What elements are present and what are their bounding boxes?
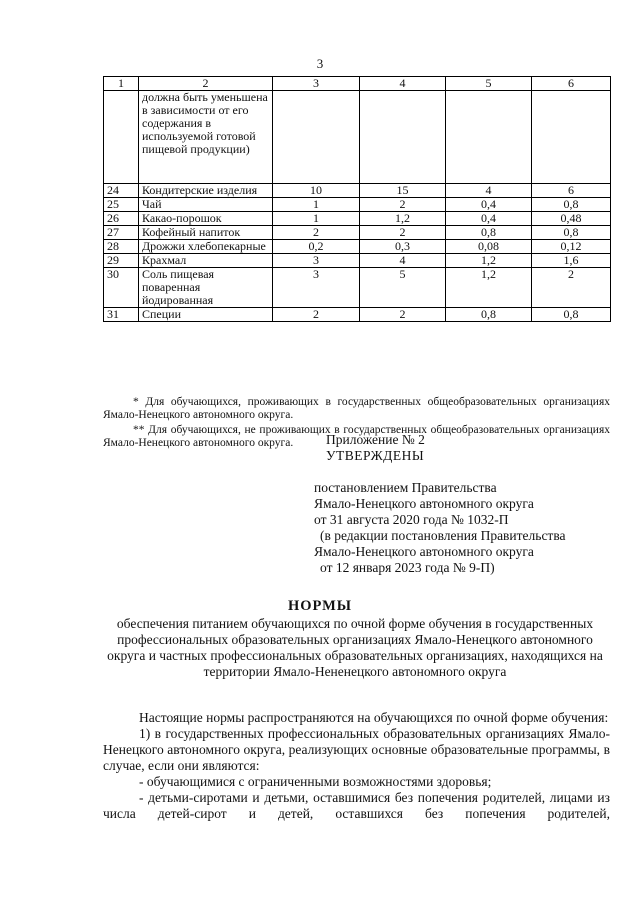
row-number: 31 <box>104 308 139 322</box>
product-name: Кондитерские изделия <box>139 184 273 198</box>
table-row <box>104 184 611 198</box>
row-number: 26 <box>104 212 139 226</box>
row-number: 30 <box>104 268 139 308</box>
footnote-1: * Для обучающихся, проживающих в государственных общеобразовательных организациях Ямало-Ненецкого автономного округа. <box>103 396 610 421</box>
value-cell: 0,8 <box>446 226 532 240</box>
value-cell: 6 <box>532 184 611 198</box>
document-title: НОРМЫ <box>287 598 353 614</box>
table-row <box>104 254 611 268</box>
table-row <box>104 226 611 240</box>
value-cell: 1,2 <box>446 254 532 268</box>
decree-line: от 31 августа 2020 года № 1032-П <box>314 512 509 527</box>
header-cell: 1 <box>104 77 139 91</box>
page-number: 3 <box>316 56 324 71</box>
value-cell: 0,4 <box>446 198 532 212</box>
row-number: 25 <box>104 198 139 212</box>
table-row <box>104 268 611 308</box>
value-cell: 0,4 <box>446 212 532 226</box>
value-cell: 0,08 <box>446 240 532 254</box>
value-cell: 2 <box>360 198 446 212</box>
value-cell: 10 <box>273 184 360 198</box>
value-cell: 3 <box>273 268 360 308</box>
paragraph-bullet-2: - детьми-сиротами и детьми, оставшимися без попечения родителей, лицами из числа детей-сирот и детей, оставшихся без попечения родителей, <box>103 790 610 821</box>
value-cell: 1 <box>273 212 360 226</box>
product-name: Специи <box>139 308 273 322</box>
value-cell: 1,2 <box>446 268 532 308</box>
norms-table <box>103 76 611 322</box>
row-number: 29 <box>104 254 139 268</box>
value-cell: 15 <box>360 184 446 198</box>
header-cell: 6 <box>532 77 611 91</box>
header-cell: 2 <box>139 77 273 91</box>
value-cell: 0,48 <box>532 212 611 226</box>
value-cell: 2 <box>273 226 360 240</box>
value-cell: 0,8 <box>532 198 611 212</box>
decree-line: Ямало-Ненецкого автономного округа <box>314 496 534 511</box>
value-cell: 4 <box>360 254 446 268</box>
value-cell: 0,8 <box>446 308 532 322</box>
value-cell: 3 <box>273 254 360 268</box>
value-cell: 4 <box>446 184 532 198</box>
table-row-continuation <box>104 91 611 184</box>
appendix-heading <box>326 432 425 464</box>
appendix-label: Приложение № 2 <box>326 432 425 447</box>
value-cell: 2 <box>360 226 446 240</box>
decree-reference <box>314 480 566 576</box>
paragraph-bullet-1: - обучающимися с ограниченными возможностями здоровья; <box>139 774 492 789</box>
table-row <box>104 240 611 254</box>
row-number: 27 <box>104 226 139 240</box>
decree-line: постановлением Правительства <box>314 480 497 495</box>
decree-line: (в редакции постановления Правительства <box>320 528 566 543</box>
product-name: Кофейный напиток <box>139 226 273 240</box>
value-cell: 0,8 <box>532 308 611 322</box>
approved-label: УТВЕРЖДЕНЫ <box>326 448 425 463</box>
row-number: 28 <box>104 240 139 254</box>
product-name: Дрожжи хлебопекарные <box>139 240 273 254</box>
value-cell: 1 <box>273 198 360 212</box>
product-name: Крахмал <box>139 254 273 268</box>
paragraph-item-1: 1) в государственных профессиональных образовательных организациях Ямало-Ненецкого автономного округа, реализующих основные образовательные программы, в случае, если они являются: <box>103 726 610 773</box>
decree-line: Ямало-Ненецкого автономного округа <box>314 544 534 559</box>
header-cell: 5 <box>446 77 532 91</box>
value-cell: 1,6 <box>532 254 611 268</box>
product-name: Чай <box>139 198 273 212</box>
document-subtitle: обеспечения питанием обучающихся по очной форме обучения в государственных профессиональных образовательных организациях Ямало-Ненецкого автономного округа и частных профессиональных образовательных организациях, находящихся на территории Ямало-Нененецкого автономного округа <box>107 616 603 679</box>
value-cell: 0,3 <box>360 240 446 254</box>
body-text <box>103 710 610 822</box>
header-cell: 3 <box>273 77 360 91</box>
value-cell: 0,2 <box>273 240 360 254</box>
header-cell: 4 <box>360 77 446 91</box>
value-cell: 0,12 <box>532 240 611 254</box>
table-header-row <box>104 77 611 91</box>
value-cell: 2 <box>532 268 611 308</box>
row-number: 24 <box>104 184 139 198</box>
table-row <box>104 212 611 226</box>
value-cell: 2 <box>273 308 360 322</box>
footnote-2: ** Для обучающихся, не проживающих в государственных общеобразовательных организациях Ямало-Ненецкого автономного округа. <box>103 424 610 449</box>
table-row <box>104 308 611 322</box>
value-cell: 5 <box>360 268 446 308</box>
value-cell: 1,2 <box>360 212 446 226</box>
continuation-text: должна быть уменьшена в зависимости от его содержания в используемой готовой пищевой продукции) <box>139 91 273 184</box>
decree-line: от 12 января 2023 года № 9-П) <box>320 560 495 575</box>
value-cell: 0,8 <box>532 226 611 240</box>
product-name: Какао-порошок <box>139 212 273 226</box>
paragraph-intro: Настоящие нормы распространяются на обучающихся по очной форме обучения: <box>139 710 609 725</box>
value-cell: 2 <box>360 308 446 322</box>
table-row <box>104 198 611 212</box>
product-name: Соль пищевая поваренная йодированная <box>139 268 273 308</box>
